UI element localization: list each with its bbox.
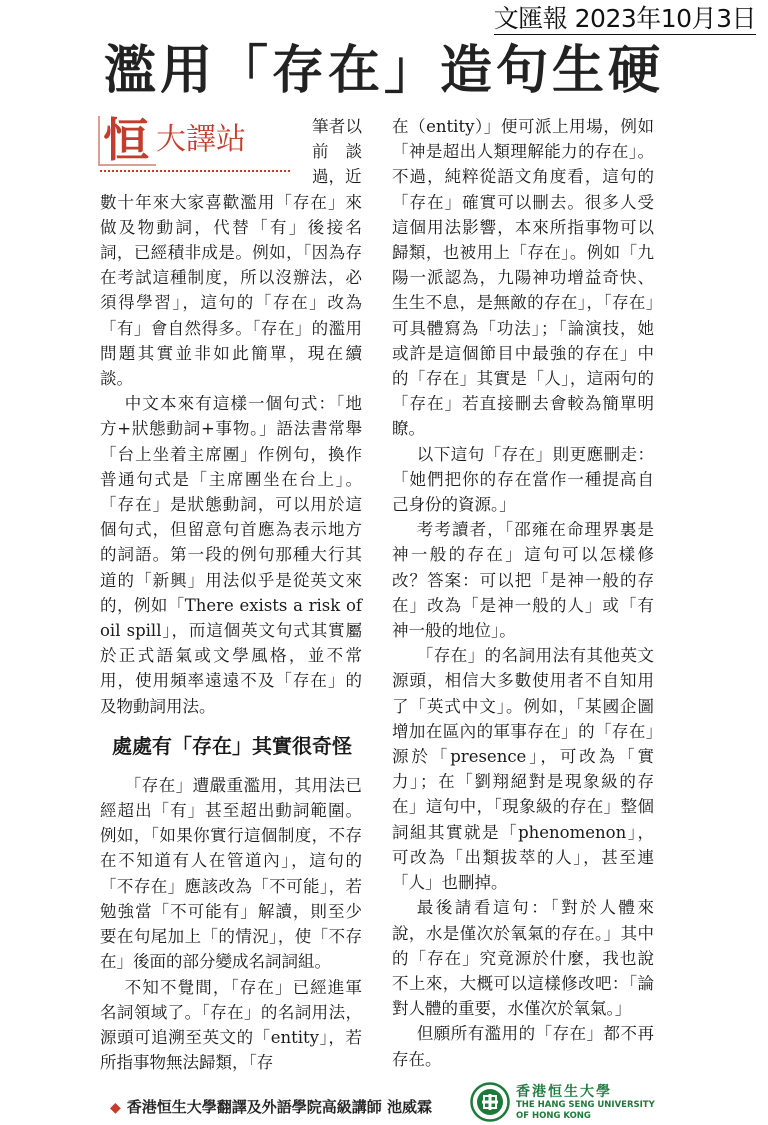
dateline: 文匯報 2023年10月3日 (493, 4, 756, 33)
logo-title: 大譯站 (156, 122, 246, 157)
headline: 濫用「存在」造句生硬 (103, 41, 664, 101)
paragraph-10: 但願所有濫用的「存在」都不再存在。 (392, 1024, 654, 1069)
paragraph-7: 考考讀者，「邵雍在命理界裏是神一般的存在」這句可以怎樣修改？答案：可以把「是神一般的存在」改為「是神一般的人」或「有神一般的地位」。 (392, 520, 654, 641)
paragraph-6: 以下這句「存在」則更應刪走：「她們把你的存在當作一種提高自己身份的資源。」 (392, 444, 654, 515)
paragraph-9: 最後請看這句：「對於人體來說，水是僅次於氧氣的存在。」其中的「存在」究竟源於什麼，我也說不上來，大概可以這樣修改吧：「論對人體的重要，水僅次於氧氣。」 (392, 898, 654, 1019)
diamond-icon: ◆ (110, 1100, 121, 1116)
logo-char: 恒 (103, 113, 149, 167)
column-logo (100, 114, 300, 176)
paragraph-2: 中文本來有這樣一個句式：「地方+狀態動詞+事物。」語法書常舉「台上坐着主席團」作例句，換作普通句式是「主席團坐在台上」。「存在」是狀態動詞，可以用於這個句式，但留意句首應為表示地方的詞語。第一段的例句那種大行其道的「新興」用法似乎是從英文來的，例如「There exists a risk of oil spill」，而這個英文句式其實屬於正式語氣或文學風格，並不常用，使用頻率遠遠不及「存在」的及物動詞用法。 (100, 394, 362, 716)
paragraph-3: 「存在」遭嚴重濫用，其用法已經超出「有」甚至超出動詞範圍。例如，「如果你實行這個制度，不存在不知道有人在管道內」，這句的「不存在」應該改為「不可能」，若勉強當「不可能有」解讀，則至少要在句尾加上「的情況」，使「不存在」後面的部分變成名詞詞組。 (100, 775, 362, 972)
right-column (392, 114, 654, 1072)
logo-underline (100, 170, 290, 172)
university-name-zh: 香港恒生大學 (516, 1084, 612, 1100)
university-seal-icon (470, 1082, 510, 1122)
left-column (100, 114, 362, 1075)
byline (110, 1096, 432, 1119)
byline-text: 香港恒生大學翻譯及外語學院高級講師 池威霖 (126, 1098, 433, 1116)
paragraph-1: 數十年來大家喜歡濫用「存在」來做及物動詞，代替「有」後接名詞，已經積非成是。例如，「因為存在考試這種制度，所以沒辦法，必須得學習」，這句的「存在」改為「有」會自然得多。「存在」的濫用問題其實並非如此簡單，現在續談。 (100, 192, 362, 389)
paragraph-5: 在（entity）」便可派上用場，例如「神是超出人類理解能力的存在」。不過，純粹從語文角度看，這句的「存在」確實可以刪去。很多人受這個用法影響，本來所指事物可以歸類，也被用上「存在」。例如「九陽一派認為，九陽神功增益奇快、生生不息，是無敵的存在」，「存在」可具體寫為「功法」；「論演技，她或許是這個節目中最強的存在」中的「存在」其實是「人」，這兩句的「存在」若直接刪去會較為簡單明瞭。 (392, 117, 654, 439)
paragraph-4: 不知不覺間，「存在」已經進軍名詞領域了。「存在」的名詞用法，源頭可追溯至英文的「entity」，若所指事物無法歸類，「存 (100, 977, 362, 1073)
university-name-en-2: OF HONG KONG (516, 1111, 591, 1121)
paragraph-8: 「存在」的名詞用法有其他英文源頭，相信大多數使用者不自知用了「英式中文」。例如，「某國企圖增加在區內的軍事存在」的「存在」源於「presence」，可改為「實力」；在「劉翔絕對是現象級的存在」這句中，「現象級的存在」整個詞組其實就是「phenomenon」，可改為「出類拔萃的人」，甚至連「人」也刪掉。 (392, 646, 654, 893)
intro-beside-logo: 筆者以前談過，近 (312, 117, 362, 187)
university-name-en-1: THE HANG SENG UNIVERSITY (516, 1100, 655, 1110)
subheading: 處處有「存在」其實很奇怪 (112, 733, 352, 758)
university-name (516, 1084, 655, 1122)
